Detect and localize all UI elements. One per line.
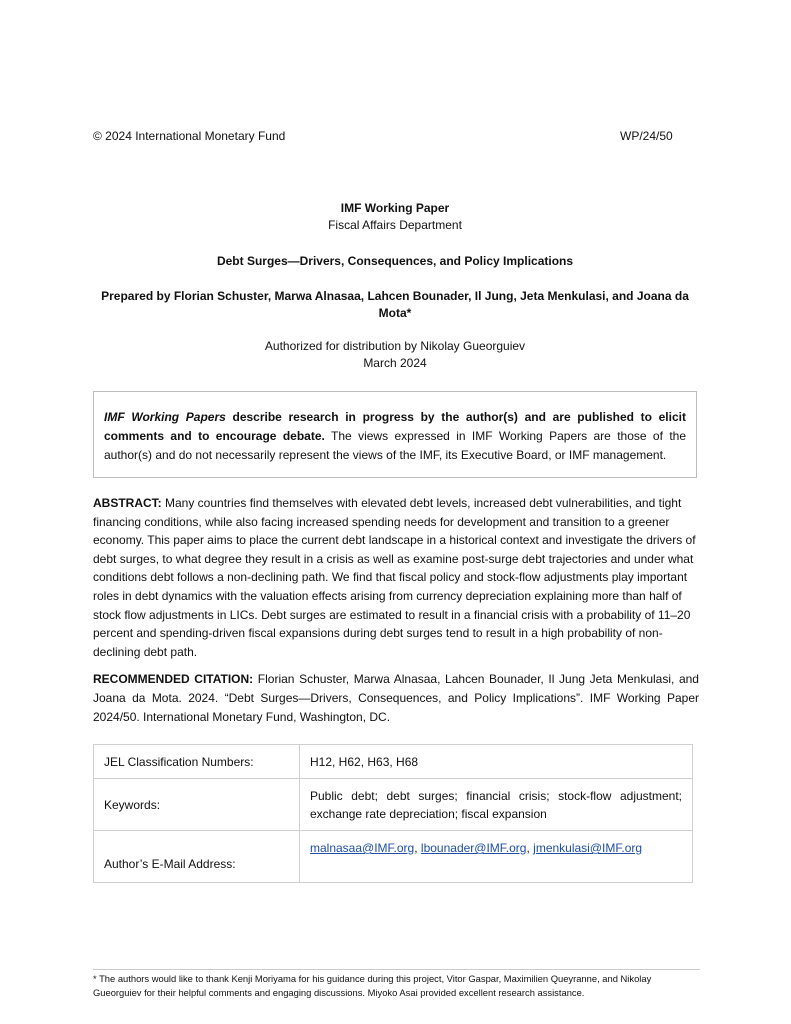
footnote: * The authors would like to thank Kenji Moriyama for his guidance during this project, Vitor Gaspar, Maximilien Queyranne, and Nikolay Gueorguiev for their helpful comments and engaging discussions. Miyoko Asai provided excellent research assistance.: [93, 973, 652, 998]
email-separator: ,: [526, 841, 534, 855]
email-link-bounader[interactable]: lbounader@IMF.org: [420, 841, 527, 855]
prepared-by-line-1: Prepared by Florian Schuster, Marwa Alnasaa, Lahcen Bounader, Il Jung, Jeta Menkulasi, and Joana da: [101, 289, 689, 303]
publication-date: March 2024: [363, 356, 427, 370]
disclaimer-bold-text: describe research in progress by the author(s) and are published to elicit comments and to encourage debate.: [104, 410, 686, 443]
abstract-label: ABSTRACT:: [93, 496, 162, 510]
disclaimer-box: [93, 391, 697, 478]
jel-value: H12, H62, H63, H68: [300, 745, 693, 779]
citation-label: RECOMMENDED CITATION:: [93, 672, 254, 686]
table-row: [94, 831, 693, 883]
email-label: Author’s E-Mail Address:: [94, 831, 300, 883]
jel-label: JEL Classification Numbers:: [94, 745, 300, 779]
department-name: Fiscal Affairs Department: [328, 218, 462, 232]
working-paper-number: WP/24/50: [620, 129, 673, 143]
prepared-by-line-2: Mota*: [378, 306, 412, 320]
table-row: [94, 745, 693, 779]
email-addresses: [300, 831, 693, 883]
keywords-label: Keywords:: [94, 779, 300, 831]
citation-text: Florian Schuster, Marwa Alnasaa, Lahcen Bounader, Il Jung Jeta Menkulasi, and Joana da Mota. 2024. “Debt Surges—Drivers, Consequences, and Policy Implications”. IMF Working Paper 2024/50. International Monetary Fund, Washington, DC.: [93, 672, 699, 724]
table-row: [94, 779, 693, 831]
footnote-divider: [93, 969, 700, 970]
email-link-menkulasi[interactable]: jmenkulasi@IMF.org: [533, 841, 643, 855]
authorized-by: Authorized for distribution by Nikolay Gueorguiev: [264, 339, 526, 353]
abstract: [93, 494, 699, 661]
email-separator: ,: [414, 841, 421, 855]
paper-title: Debt Surges—Drivers, Consequences, and Policy Implications: [216, 254, 574, 268]
email-link-alnasaa[interactable]: malnasaa@IMF.org: [310, 841, 415, 855]
keywords-value: Public debt; debt surges; financial crisis; stock-flow adjustment; exchange rate depreciation; fiscal expansion: [300, 779, 693, 831]
abstract-text: Many countries find themselves with elevated debt levels, increased debt vulnerabilities, and tight financing conditions, while also facing increased spending needs for development and transition to a greener economy. This paper aims to place the current debt landscape in a historical context and investigate the drivers of debt surges, to what degree they result in a crisis as well as examine post-surge debt trajectories and under what conditions debt follows a non-declining path. We find that fiscal policy and stock-flow adjustments play important roles in debt dynamics with the valuation effects arising from currency depreciation explaining more than half of stock flow adjustments in LICs. Debt surges are estimated to result in a financial crisis with a probability of 11–20 percent and spending-driven fiscal expansions during debt surges tend to result in a high probability of non-declining debt path.: [93, 496, 696, 659]
recommended-citation: [93, 670, 699, 727]
disclaimer-lead: IMF Working Papers: [104, 410, 226, 424]
classification-table: [93, 744, 693, 883]
copyright-notice: © 2024 International Monetary Fund: [93, 129, 286, 143]
series-name: IMF Working Paper: [340, 201, 450, 215]
disclaimer-text: The views expressed in IMF Working Papers are those of the author(s) and do not necessarily represent the views of the IMF, its Executive Board, or IMF management.: [104, 429, 686, 462]
